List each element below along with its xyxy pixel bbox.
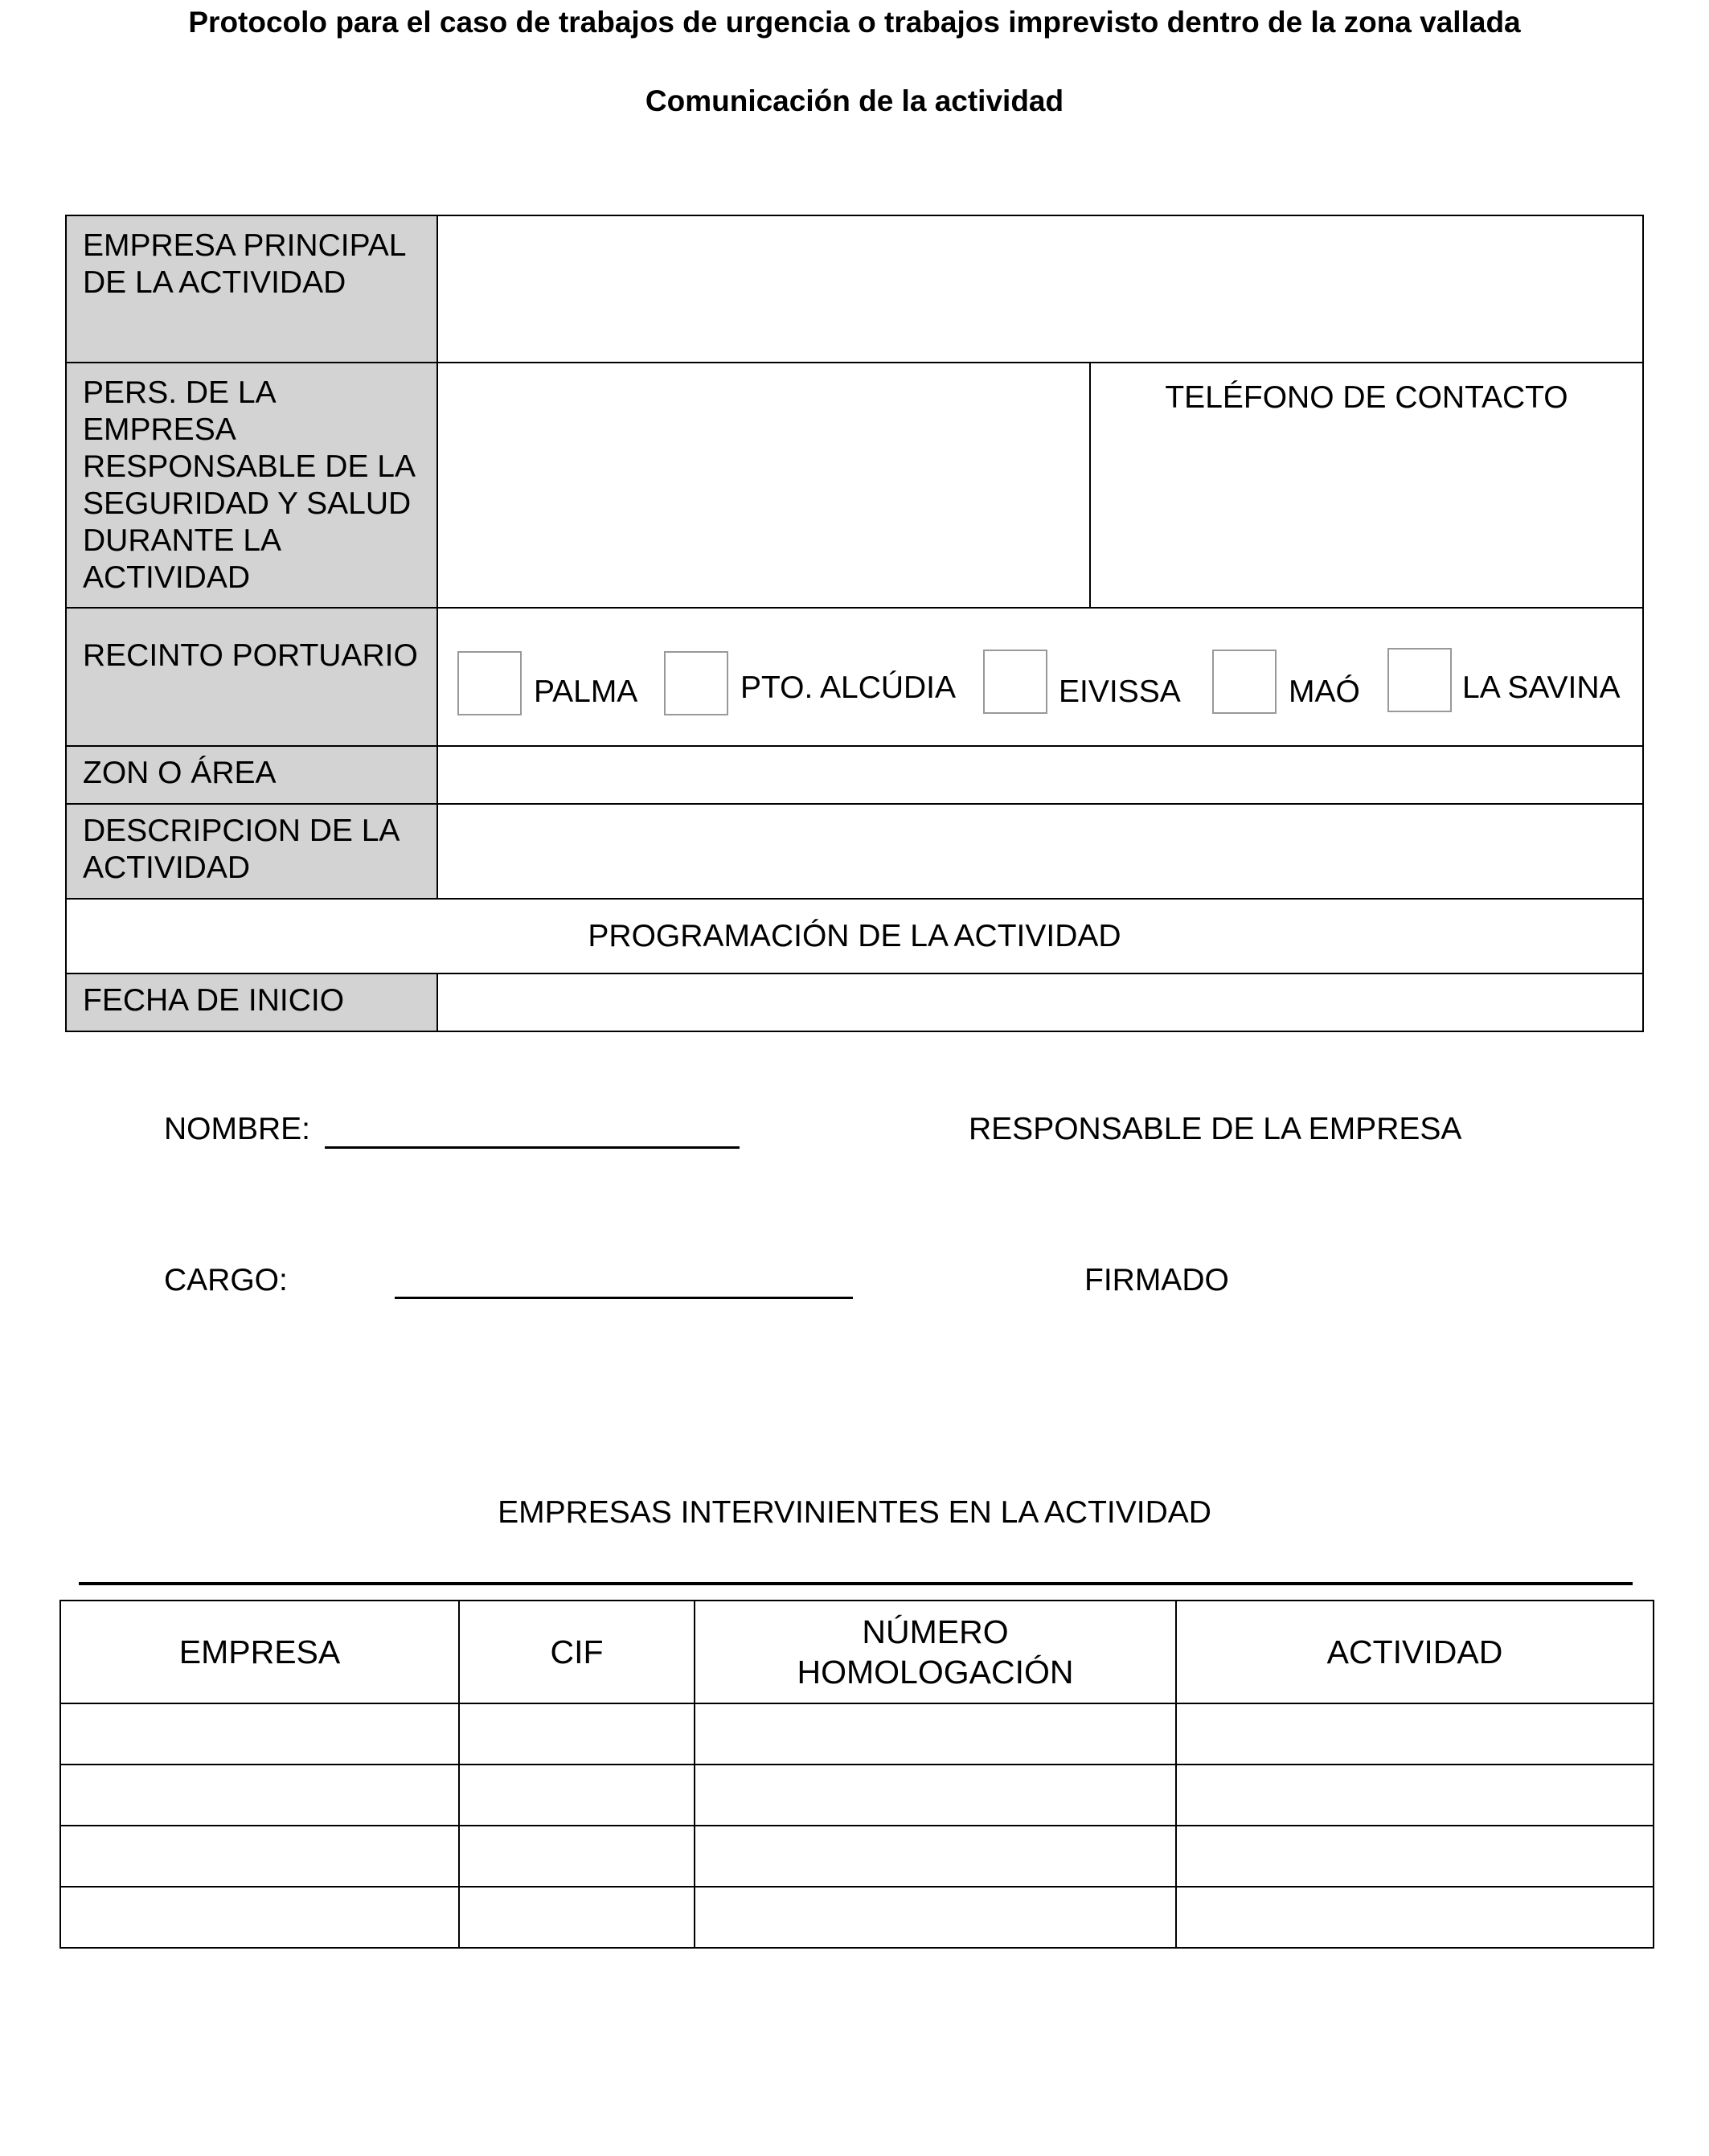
cell-numero-homologacion[interactable] <box>695 1765 1176 1826</box>
cell-empresa[interactable] <box>60 1826 459 1887</box>
descripcion-label: DESCRIPCION DE LA ACTIVIDAD <box>66 804 437 899</box>
cell-empresa[interactable] <box>60 1887 459 1948</box>
header-numero-homologacion-text: NÚMERO HOMOLOGACIÓN <box>797 1613 1074 1691</box>
cell-actividad[interactable] <box>1176 1887 1654 1948</box>
fecha-inicio-label: FECHA DE INICIO <box>66 973 437 1031</box>
descripcion-field[interactable] <box>437 804 1643 899</box>
cell-actividad[interactable] <box>1176 1826 1654 1887</box>
persona-responsable-field[interactable] <box>437 363 1090 608</box>
companies-title: EMPRESAS INTERVINIENTES EN LA ACTIVIDAD <box>498 1495 1211 1530</box>
recinto-portuario-options <box>437 608 1643 746</box>
header-numero-homologacion <box>695 1601 1176 1703</box>
table-row <box>60 1765 1654 1826</box>
label-mao: MAÓ <box>1289 674 1360 709</box>
checkbox-mao[interactable] <box>1212 650 1277 714</box>
checkbox-la-savina[interactable] <box>1387 648 1452 712</box>
activity-form-table <box>65 215 1644 1032</box>
firmado-label: FIRMADO <box>1084 1263 1229 1297</box>
responsable-empresa-label: RESPONSABLE DE LA EMPRESA <box>969 1112 1462 1146</box>
cargo-line[interactable] <box>395 1297 853 1299</box>
header-actividad: ACTIVIDAD <box>1176 1601 1654 1703</box>
section-divider <box>79 1582 1633 1585</box>
document-subtitle: Comunicación de la actividad <box>645 84 1064 117</box>
empresa-principal-label: EMPRESA PRINCIPAL DE LA ACTIVIDAD <box>66 215 437 363</box>
checkbox-eivissa[interactable] <box>983 650 1047 714</box>
label-pto-alcudia: PTO. ALCÚDIA <box>740 670 957 705</box>
table-row <box>60 1887 1654 1948</box>
companies-table <box>59 1600 1654 1949</box>
cell-cif[interactable] <box>459 1765 695 1826</box>
persona-responsable-label: PERS. DE LA EMPRESA RESPONSABLE DE LA SEGURIDAD Y SALUD DURANTE LA ACTIVIDAD <box>66 363 437 608</box>
label-la-savina: LA SAVINA <box>1462 670 1621 705</box>
programacion-heading: PROGRAMACIÓN DE LA ACTIVIDAD <box>66 899 1643 973</box>
document-title: Protocolo para el caso de trabajos de urgencia o trabajos imprevisto dentro de la zona vallada <box>188 6 1521 39</box>
cell-cif[interactable] <box>459 1887 695 1948</box>
cell-actividad[interactable] <box>1176 1765 1654 1826</box>
recinto-portuario-label: RECINTO PORTUARIO <box>66 608 437 746</box>
zona-area-field[interactable] <box>437 746 1643 804</box>
cell-cif[interactable] <box>459 1826 695 1887</box>
header-empresa: EMPRESA <box>60 1601 459 1703</box>
label-palma: PALMA <box>534 674 638 709</box>
cell-empresa[interactable] <box>60 1765 459 1826</box>
cargo-label: CARGO: <box>164 1263 288 1297</box>
empresa-principal-field[interactable] <box>437 215 1643 363</box>
telefono-contacto-label: TELÉFONO DE CONTACTO <box>1165 380 1568 415</box>
table-row <box>60 1826 1654 1887</box>
checkbox-pto-alcudia[interactable] <box>664 651 728 715</box>
cell-numero-homologacion[interactable] <box>695 1887 1176 1948</box>
cell-actividad[interactable] <box>1176 1703 1654 1765</box>
cell-cif[interactable] <box>459 1703 695 1765</box>
nombre-line[interactable] <box>325 1146 740 1149</box>
label-eivissa: EIVISSA <box>1059 674 1181 709</box>
telefono-contacto-field[interactable] <box>1090 363 1643 608</box>
fecha-inicio-field[interactable] <box>437 973 1643 1031</box>
zona-area-label: ZON O ÁREA <box>66 746 437 804</box>
header-cif: CIF <box>459 1601 695 1703</box>
cell-numero-homologacion[interactable] <box>695 1826 1176 1887</box>
cell-empresa[interactable] <box>60 1703 459 1765</box>
nombre-label: NOMBRE: <box>164 1112 311 1146</box>
checkbox-palma[interactable] <box>457 651 522 715</box>
table-row <box>60 1703 1654 1765</box>
companies-header-row <box>60 1601 1654 1703</box>
cell-numero-homologacion[interactable] <box>695 1703 1176 1765</box>
